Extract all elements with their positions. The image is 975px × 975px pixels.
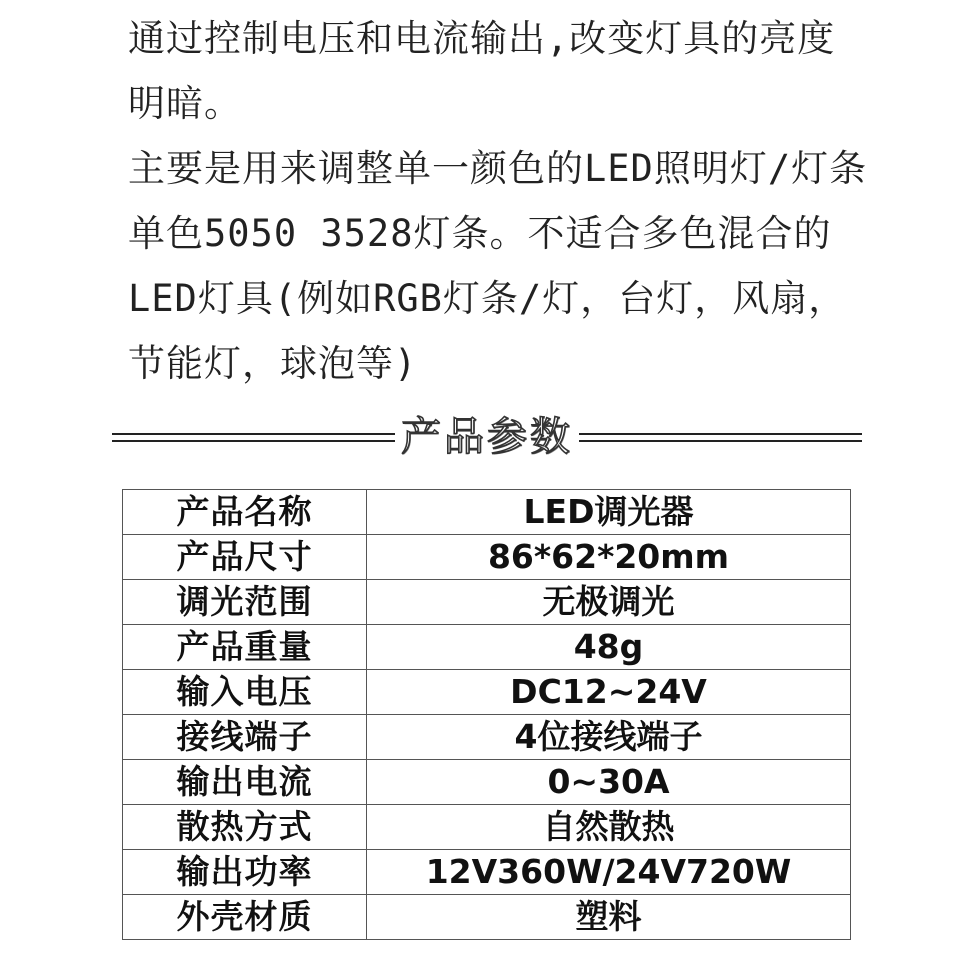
spec-label: 产品尺寸 — [123, 535, 367, 580]
spec-value: 塑料 — [367, 895, 851, 940]
table-row — [123, 715, 851, 760]
spec-label: 产品名称 — [123, 490, 367, 535]
table-row — [123, 670, 851, 715]
spec-value: 0~30A — [367, 760, 851, 805]
spec-value: 48g — [367, 625, 851, 670]
spec-table — [122, 489, 851, 940]
product-description — [128, 6, 891, 396]
spec-value: 12V360W/24V720W — [367, 850, 851, 895]
spec-value: 86*62*20mm — [367, 535, 851, 580]
spec-label: 输出电流 — [123, 760, 367, 805]
spec-label: 接线端子 — [123, 715, 367, 760]
section-header — [112, 412, 862, 462]
table-row — [123, 760, 851, 805]
spec-value: LED调光器 — [367, 490, 851, 535]
table-row — [123, 805, 851, 850]
table-row — [123, 895, 851, 940]
spec-value: 4位接线端子 — [367, 715, 851, 760]
spec-label: 外壳材质 — [123, 895, 367, 940]
table-row — [123, 580, 851, 625]
table-row — [123, 535, 851, 580]
spec-label: 输入电压 — [123, 670, 367, 715]
spec-label: 散热方式 — [123, 805, 367, 850]
description-paragraph-2: 主要是用来调整单一颜色的LED照明灯/灯条 单色5050 3528灯条。不适合多色混合的LED灯具(例如RGB灯条/灯，台灯，风扇，节能灯，球泡等) — [128, 147, 891, 385]
header-rule-left — [112, 433, 395, 442]
spec-label: 产品重量 — [123, 625, 367, 670]
header-rule-right — [579, 433, 862, 442]
table-row — [123, 490, 851, 535]
section-title: 产品参数 — [401, 414, 573, 460]
spec-label: 输出功率 — [123, 850, 367, 895]
spec-value: 无极调光 — [367, 580, 851, 625]
table-row — [123, 850, 851, 895]
table-row — [123, 625, 851, 670]
spec-value: DC12~24V — [367, 670, 851, 715]
description-paragraph-1: 通过控制电压和电流输出,改变灯具的亮度明暗。 — [128, 17, 836, 125]
spec-label: 调光范围 — [123, 580, 367, 625]
spec-value: 自然散热 — [367, 805, 851, 850]
